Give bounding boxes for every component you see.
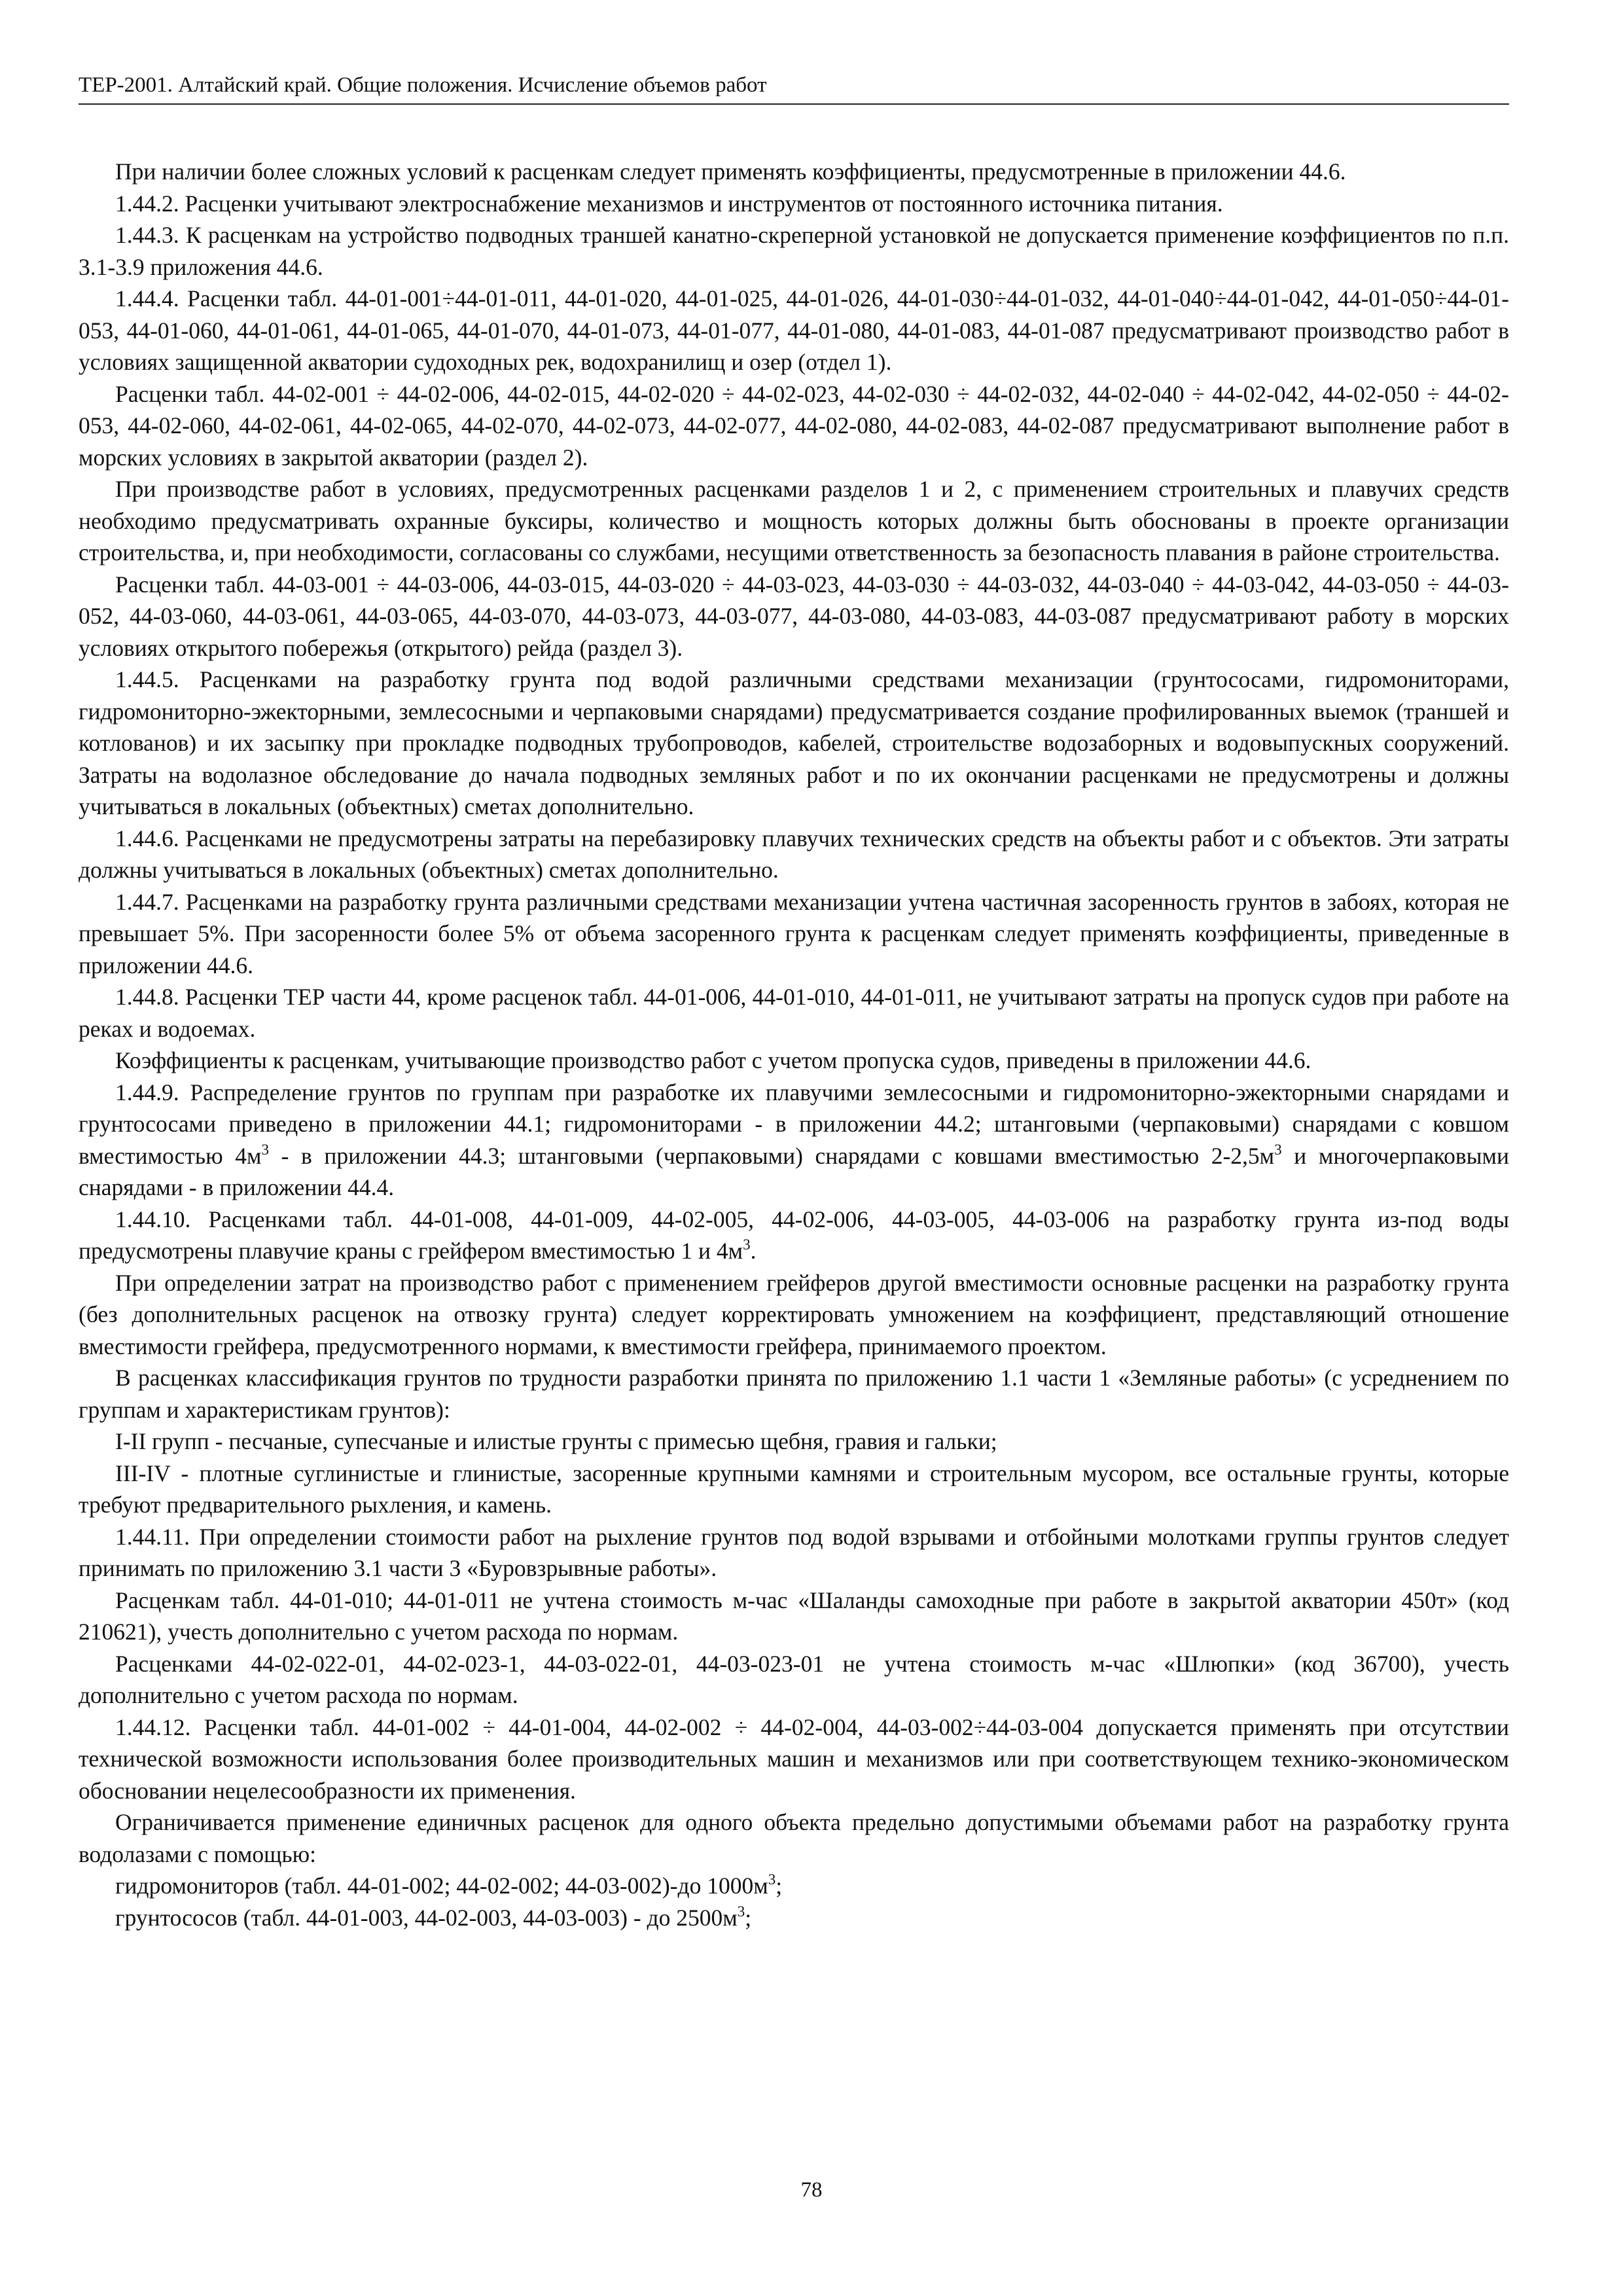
list-item: [79, 1902, 1509, 1934]
superscript: 3: [261, 1140, 269, 1158]
superscript: 3: [768, 1871, 776, 1888]
text-run: 1.44.9. Распределение грунтов по группам при разработке их плавучими землесосными и гидромониторно-эжекторными снарядами и грунтососами приведено в приложении 44.1; гидромониторами - в приложении 44.2; штанговыми (черпаковыми) снарядами с ковшом вместимостью 4м: [79, 1079, 1509, 1169]
paragraph: 1.44.4. Расценки табл. 44-01-001÷44-01-011, 44-01-020, 44-01-025, 44-01-026, 44-01-030÷44-01-032, 44-01-040÷44-01-042, 44-01-050÷44-01-053, 44-01-060, 44-01-061, 44-01-065, 44-01-070, 44-01-073, 44-01-077, 44-01-080, 44-01-083, 44-01-087 предусматривают производство работ в условиях защищенной акватории судоходных рек, водохранилищ и озер (отдел 1).: [79, 285, 1509, 375]
paragraph: 1.44.7. Расценками на разработку грунта различными средствами механизации учтена частичная засоренность грунтов в забоях, которая не превышает 5%. При засоренности более 5% от объема засоренного грунта к расценкам следует применять коэффициенты, приведенные в приложении 44.6.: [79, 888, 1509, 978]
paragraph: I-II групп - песчаные, супесчаные и илистые грунты с примесью щебня, гравия и гальки;: [115, 1428, 997, 1454]
paragraph: 1.44.11. При определении стоимости работ на рыхление грунтов под водой взрывами и отбойными молотками группы грунтов следует принимать по приложению 3.1 части 3 «Буровзрывные работы».: [79, 1523, 1509, 1581]
paragraph: Ограничивается применение единичных расценок для одного объекта предельно допустимыми объемами работ на разработку грунта водолазами с помощью:: [79, 1809, 1509, 1867]
text-run: ;: [745, 1904, 752, 1931]
paragraph: Расценкам табл. 44-01-010; 44-01-011 не учтена стоимость м-час «Шаланды самоходные при работе в закрытой акватории 450т» (код 210621), учесть дополнительно с учетом расхода по нормам.: [79, 1587, 1509, 1645]
superscript: 3: [1274, 1140, 1282, 1158]
paragraph: Расценки табл. 44-03-001 ÷ 44-03-006, 44-03-015, 44-03-020 ÷ 44-03-023, 44-03-030 ÷ 44-03-032, 44-03-040 ÷ 44-03-042, 44-03-050 ÷ 44-03-052, 44-03-060, 44-03-061, 44-03-065, 44-03-070, 44-03-073, 44-03-077, 44-03-080, 44-03-083, 44-03-087 предусматривают работу в морских условиях открытого побережья (открытого) рейда (раздел 3).: [79, 571, 1509, 661]
text-run: 1.44.10. Расценками табл. 44-01-008, 44-01-009, 44-02-005, 44-02-006, 44-03-005, 44-03-006 на разработку грунта из-под воды предусмотрены плавучие краны с грейфером вместимостью 1 и 4м: [79, 1206, 1509, 1264]
text-run: - в приложении 44.3; штанговыми (черпаковыми) снарядами с ковшами вместимостью 2-2,5м: [268, 1142, 1275, 1169]
paragraph-1-44-9: [79, 1077, 1509, 1204]
paragraph: Расценками 44-02-022-01, 44-02-023-1, 44-03-022-01, 44-03-023-01 не учтена стоимость м-час «Шлюпки» (код 36700), учесть дополнительно с учетом расхода по нормам.: [79, 1650, 1509, 1708]
text-run: .: [750, 1238, 757, 1264]
text-run: гидромониторов (табл. 44-01-002; 44-02-002; 44-03-002)-до 1000м: [115, 1873, 768, 1899]
paragraph: Коэффициенты к расценкам, учитывающие производство работ с учетом пропуска судов, приведены в приложении 44.6.: [115, 1047, 1311, 1073]
paragraph: При определении затрат на производство работ с применением грейферов другой вместимости основные расценки на разработку грунта (без дополнительных расценок на отвозку грунта) следует корректировать умножением на коэффициент, представляющий отношение вместимости грейфера, предусмотренного нормами, к вместимости грейфера, принимаемого проектом.: [79, 1269, 1509, 1359]
text-run: грунтососов (табл. 44-01-003, 44-02-003, 44-03-003) - до 2500м: [115, 1904, 738, 1931]
paragraph: 1.44.8. Расценки ТЕР части 44, кроме расценок табл. 44-01-006, 44-01-010, 44-01-011, не учитывают затраты на пропуск судов при работе на реках и водоемах.: [79, 984, 1509, 1042]
paragraph: 1.44.6. Расценками не предусмотрены затраты на перебазировку плавучих технических средств на объекты работ и с объектов. Эти затраты должны учитываться в локальных (объектных) сметах дополнительно.: [79, 825, 1509, 883]
paragraph: При производстве работ в условиях, предусмотренных расценками разделов 1 и 2, с применением строительных и плавучих средств необходимо предусматривать охранные буксиры, количество и мощность которых должны быть обоснованы в проекте организации строительства, и, при необходимости, согласованы со службами, несущими ответственность за безопасность плавания в районе строительства.: [79, 476, 1509, 565]
superscript: 3: [743, 1236, 751, 1253]
paragraph: 1.44.2. Расценки учитывают электроснабжение механизмов и инструментов от постоянного источника питания.: [115, 190, 1223, 217]
superscript: 3: [737, 1902, 745, 1920]
body-text: [79, 156, 1509, 1933]
paragraph: Расценки табл. 44-02-001 ÷ 44-02-006, 44-02-015, 44-02-020 ÷ 44-02-023, 44-02-030 ÷ 44-02-032, 44-02-040 ÷ 44-02-042, 44-02-050 ÷ 44-02-053, 44-02-060, 44-02-061, 44-02-065, 44-02-070, 44-02-073, 44-02-077, 44-02-080, 44-02-083, 44-02-087 предусматривают выполнение работ в морских условиях в закрытой акватории (раздел 2).: [79, 380, 1509, 471]
paragraph: III-IV - плотные суглинистые и глинистые, засоренные крупными камнями и строительным мусором, все остальные грунты, которые требуют предварительного рыхления, и камень.: [79, 1460, 1509, 1518]
paragraph: В расценках классификация грунтов по трудности разработки принята по приложению 1.1 части 1 «Земляные работы» (с усреднением по группам и характеристикам грунтов):: [79, 1365, 1509, 1423]
page-number: 78: [800, 2178, 823, 2202]
paragraph: 1.44.5. Расценками на разработку грунта под водой различными средствами механизации (грунтососами, гидромониторами, гидромониторно-эжекторными, землесосными и черпаковыми снарядами) предусматривается создание профилированных выемок (траншей и котлованов) и их засыпку при прокладке подводных трубопроводов, кабелей, строительстве водозаборных и водовыпускных сооружений. Затраты на водолазное обследование до начала подводных земляных работ и по их окончании расценками не предусмотрены и должны учитываться в локальных (объектных) сметах дополнительно.: [79, 666, 1509, 819]
paragraph: 1.44.3. К расценкам на устройство подводных траншей канатно-скреперной установкой не допускается применение коэффициентов по п.п. 3.1-3.9 приложения 44.6.: [79, 222, 1509, 280]
text-run: и многочерпаковыми снарядами - в приложении 44.4.: [79, 1142, 1509, 1200]
paragraph: При наличии более сложных условий к расценкам следует применять коэффициенты, предусмотренные в приложении 44.6.: [115, 158, 1346, 185]
running-header: ТЕР-2001. Алтайский край. Общие положения. Исчисление объемов работ: [79, 71, 1509, 105]
list-item: [79, 1870, 1509, 1902]
text-run: ;: [776, 1873, 783, 1899]
paragraph-1-44-10: [79, 1204, 1509, 1267]
paragraph: 1.44.12. Расценки табл. 44-01-002 ÷ 44-01-004, 44-02-002 ÷ 44-02-004, 44-03-002÷44-03-004 допускается применять при отсутствии технической возможности использования более производительных машин и механизмов или при соответствующем технико-экономическом обосновании нецелесообразности их применения.: [79, 1713, 1509, 1804]
